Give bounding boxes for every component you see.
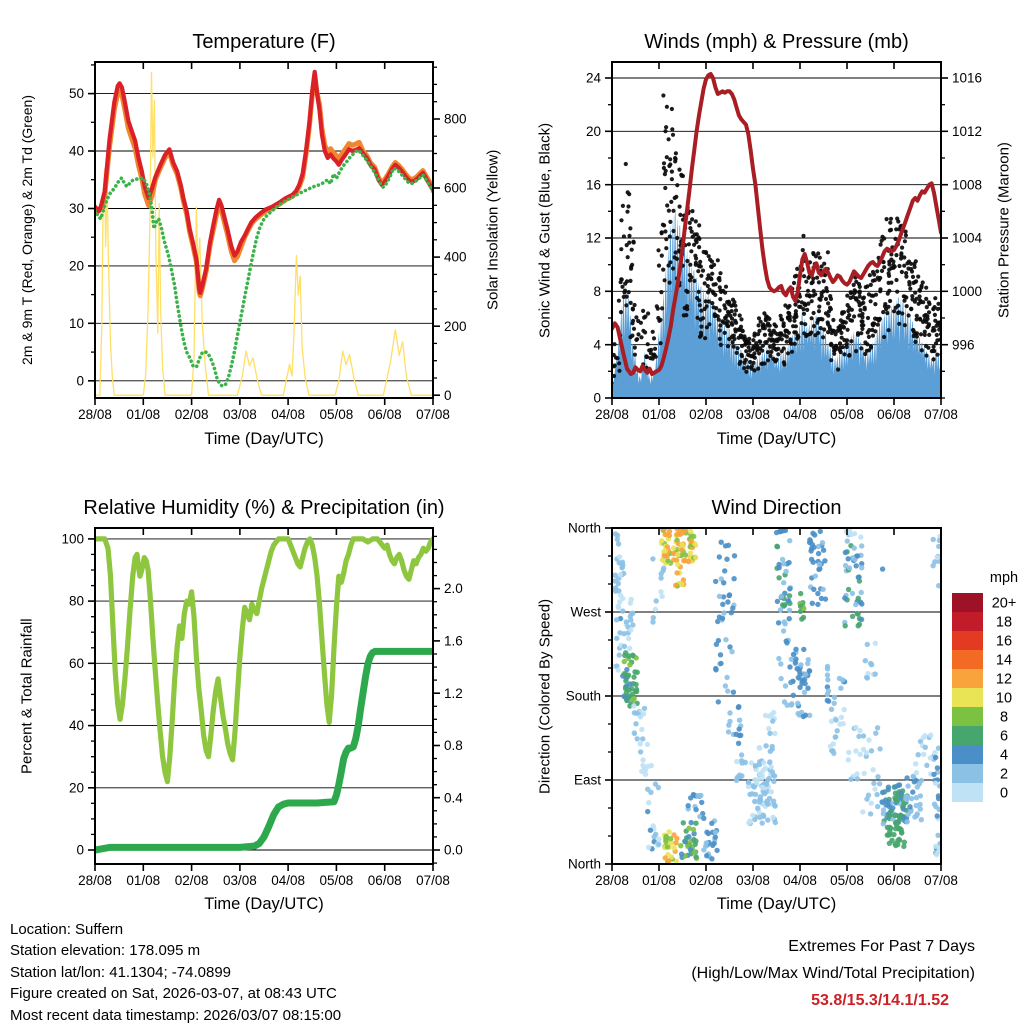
svg-text:8: 8 bbox=[999, 709, 1009, 726]
svg-text:600: 600 bbox=[444, 180, 467, 196]
svg-text:East: East bbox=[573, 772, 601, 788]
svg-text:06/08: 06/08 bbox=[877, 873, 911, 888]
svg-text:07/08: 07/08 bbox=[924, 407, 958, 422]
svg-text:07/08: 07/08 bbox=[924, 873, 958, 888]
svg-text:18: 18 bbox=[995, 614, 1013, 631]
svg-text:50: 50 bbox=[68, 86, 84, 102]
svg-text:04/08: 04/08 bbox=[271, 407, 305, 422]
ylabel-station-pressure: Station Pressure (Maroon) bbox=[995, 142, 1013, 318]
svg-text:0: 0 bbox=[76, 373, 84, 389]
svg-text:05/08: 05/08 bbox=[319, 407, 354, 422]
svg-text:1016: 1016 bbox=[952, 70, 983, 86]
extremes-values: 53.8/15.3/14.1/1.52 bbox=[811, 992, 949, 1009]
svg-text:28/08: 28/08 bbox=[595, 873, 629, 888]
svg-text:16: 16 bbox=[585, 177, 601, 193]
svg-text:20: 20 bbox=[68, 780, 84, 796]
svg-text:07/08: 07/08 bbox=[416, 407, 450, 422]
xlabel-winds: Time (Day/UTC) bbox=[716, 430, 837, 448]
svg-text:0: 0 bbox=[593, 390, 601, 406]
svg-text:4: 4 bbox=[593, 337, 601, 353]
panel-title-temperature: Temperature (F) bbox=[192, 31, 336, 53]
extremes-subtitle: (High/Low/Max Wind/Total Precipitation) bbox=[691, 965, 975, 982]
extremes-block bbox=[691, 933, 975, 1014]
svg-text:20: 20 bbox=[585, 123, 601, 139]
svg-text:02/08: 02/08 bbox=[174, 873, 209, 888]
station-elevation: Station elevation: 178.095 m bbox=[10, 942, 201, 960]
ylabel-solar-insolation: Solar Insolation (Yellow) bbox=[484, 149, 502, 311]
svg-text:06/08: 06/08 bbox=[367, 407, 402, 422]
svg-text:40: 40 bbox=[68, 718, 84, 734]
svg-text:1.6: 1.6 bbox=[444, 633, 463, 649]
svg-text:80: 80 bbox=[68, 593, 84, 609]
xlabel-temperature: Time (Day/UTC) bbox=[204, 430, 324, 448]
svg-text:05/08: 05/08 bbox=[830, 873, 864, 888]
svg-text:0: 0 bbox=[444, 387, 452, 403]
svg-text:0.0: 0.0 bbox=[444, 842, 463, 858]
svg-text:28/08: 28/08 bbox=[78, 873, 112, 888]
svg-text:01/08: 01/08 bbox=[642, 407, 676, 422]
svg-text:North: North bbox=[567, 520, 601, 536]
svg-text:04/08: 04/08 bbox=[783, 873, 817, 888]
svg-text:01/08: 01/08 bbox=[126, 873, 161, 888]
svg-text:28/08: 28/08 bbox=[595, 407, 629, 422]
svg-text:400: 400 bbox=[444, 249, 467, 265]
extremes-title: Extremes For Past 7 Days bbox=[788, 938, 975, 955]
station-location: Location: Suffern bbox=[10, 921, 124, 938]
xlabel-humidity: Time (Day/UTC) bbox=[204, 895, 324, 913]
station-info-block bbox=[10, 919, 341, 1024]
svg-text:8: 8 bbox=[593, 283, 601, 299]
svg-text:06/08: 06/08 bbox=[367, 873, 402, 888]
svg-text:10: 10 bbox=[68, 315, 84, 331]
svg-text:06/08: 06/08 bbox=[877, 407, 911, 422]
svg-text:1000: 1000 bbox=[952, 283, 983, 299]
svg-text:02/08: 02/08 bbox=[689, 873, 723, 888]
svg-text:03/08: 03/08 bbox=[736, 873, 770, 888]
panel-title-wind-direction: Wind Direction bbox=[711, 497, 842, 519]
svg-text:10: 10 bbox=[995, 690, 1013, 707]
svg-text:20+: 20+ bbox=[991, 595, 1017, 612]
svg-text:mph: mph bbox=[989, 570, 1019, 586]
svg-text:40: 40 bbox=[68, 143, 84, 159]
svg-text:24: 24 bbox=[585, 70, 601, 86]
svg-text:16: 16 bbox=[995, 633, 1013, 650]
recent-data-timestamp: Most recent data timestamp: 2026/03/07 08:15:00 bbox=[10, 1006, 342, 1024]
svg-text:1008: 1008 bbox=[952, 177, 983, 193]
svg-text:01/08: 01/08 bbox=[126, 407, 161, 422]
svg-text:05/08: 05/08 bbox=[830, 407, 864, 422]
svg-text:North: North bbox=[567, 856, 601, 872]
svg-text:4: 4 bbox=[999, 747, 1009, 764]
svg-text:200: 200 bbox=[444, 318, 467, 334]
svg-text:2.0: 2.0 bbox=[444, 581, 463, 597]
svg-text:2: 2 bbox=[999, 766, 1009, 783]
svg-text:12: 12 bbox=[995, 671, 1013, 688]
svg-text:6: 6 bbox=[999, 728, 1009, 745]
svg-text:03/08: 03/08 bbox=[736, 407, 770, 422]
svg-text:996: 996 bbox=[952, 337, 975, 353]
svg-text:03/08: 03/08 bbox=[223, 407, 257, 422]
svg-text:12: 12 bbox=[585, 230, 601, 246]
svg-text:03/08: 03/08 bbox=[223, 873, 257, 888]
xlabel-wind-direction: Time (Day/UTC) bbox=[716, 895, 837, 913]
ylabel-percent-rainfall: Percent & Total Rainfall bbox=[18, 618, 36, 774]
svg-text:800: 800 bbox=[444, 111, 467, 127]
svg-text:14: 14 bbox=[995, 652, 1013, 669]
svg-text:02/08: 02/08 bbox=[174, 407, 209, 422]
svg-text:20: 20 bbox=[68, 258, 84, 274]
station-latlon: Station lat/lon: 41.1304; -74.0899 bbox=[10, 963, 232, 981]
svg-text:60: 60 bbox=[68, 655, 84, 671]
panel-title-winds-pressure: Winds (mph) & Pressure (mb) bbox=[644, 31, 909, 53]
svg-text:04/08: 04/08 bbox=[783, 407, 817, 422]
svg-text:0.4: 0.4 bbox=[444, 790, 463, 806]
panel-title-humidity-precip: Relative Humidity (%) & Precipitation (in) bbox=[83, 497, 445, 519]
svg-text:30: 30 bbox=[68, 201, 84, 217]
figure-created-timestamp: Figure created on Sat, 2026-03-07, at 08:43 UTC bbox=[10, 985, 337, 1003]
svg-text:South: South bbox=[565, 688, 601, 704]
svg-text:0: 0 bbox=[999, 785, 1009, 802]
svg-text:100: 100 bbox=[61, 531, 84, 547]
svg-text:1.2: 1.2 bbox=[444, 685, 463, 701]
svg-text:0.8: 0.8 bbox=[444, 738, 463, 754]
svg-text:1004: 1004 bbox=[952, 230, 983, 246]
svg-text:04/08: 04/08 bbox=[271, 873, 305, 888]
svg-text:02/08: 02/08 bbox=[689, 407, 723, 422]
svg-text:01/08: 01/08 bbox=[642, 873, 676, 888]
svg-text:07/08: 07/08 bbox=[416, 873, 450, 888]
svg-text:05/08: 05/08 bbox=[319, 873, 354, 888]
svg-text:0: 0 bbox=[76, 842, 84, 858]
ylabel-temperature-left: 2m & 9m T (Red, Orange) & 2m Td (Green) bbox=[19, 95, 35, 365]
ylabel-sonic-wind: Sonic Wind & Gust (Blue, Black) bbox=[536, 122, 554, 338]
svg-text:West: West bbox=[570, 604, 601, 620]
svg-text:1012: 1012 bbox=[952, 123, 983, 139]
ylabel-direction: Direction (Colored By Speed) bbox=[536, 598, 554, 794]
svg-text:28/08: 28/08 bbox=[78, 407, 112, 422]
